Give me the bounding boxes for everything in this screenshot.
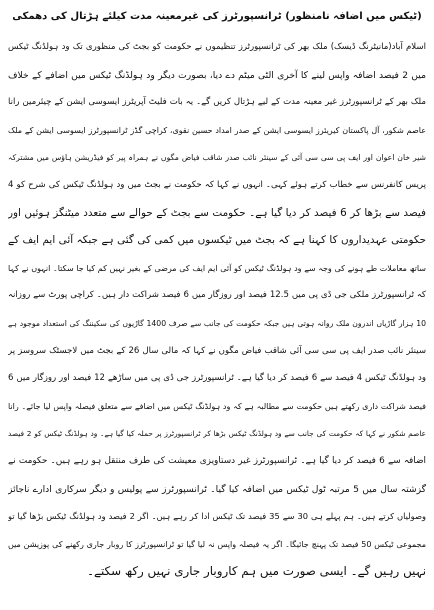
- article-line: ملک بھر کے ٹرانسپورٹرز غیر معینہ مدت کے لیے ہڑتال کریں گے۔ یہ بات فلیٹ آپریٹرز ایسوسی ایشن کے چیئرمین رانا: [8, 97, 426, 108]
- article-line: فیصد شراکت داری رکھتے ہیں حکومت سے مطالبہ ہے کہ ود ہولڈنگ ٹیکس میں اضافے سے متعلق فیصلہ واپس لیا جائے۔ رانا: [8, 401, 426, 411]
- article-line: ود ہولڈنگ ٹیکس 4 فیصد سے 6 فیصد کر دیا گیا ہے۔ ٹرانسپورٹرز جی ڈی پی میں ساڑھے 12 فیصد اور روزگار میں 6: [8, 373, 426, 384]
- article-line: حکومتی عہدیداروں کا کہنا ہے کہ بجٹ میں ٹیکسوں میں کمی کی گئی ہے جبکہ آئی ایم ایف کے: [8, 234, 426, 247]
- article-line: سینئر نائب صدر ایف پی سی سی آئی شاقب فیاض مگوں نے کہا کہ مالی سال 26 کے بجٹ میں لاجسٹک سروسز پر: [8, 345, 426, 356]
- article-line: 10 ہزار گاڑیاں اندرون ملک روانہ ہوتی ہیں جبکہ حکومت کی جانب سے صرف 1400 گاڑیوں کی سکیننگ کی استعداد موجود ہے: [8, 318, 426, 328]
- article-line: مجموعی ٹیکس 50 فیصد تک پہنچ جائیگا۔ اگر یہ فیصلہ واپس نہ لیا گیا تو ٹرانسپورٹرز کا روبار جاری رکھنے کی پوزیشن میں: [8, 539, 426, 549]
- article-line: پریس کانفرنس سے خطاب کرتے ہوئے کہی۔ انہوں نے کہا کہ حکومت نے بجٹ میں ود ہولڈنگ ٹیکس کی شرح کو 4: [8, 179, 426, 190]
- article-line: نہیں رہیں گے۔ ایسی صورت میں ہم کاروبار جاری نہیں رکھ سکتے۔: [87, 564, 426, 579]
- article-line: عاصم شکور نے کہا کہ حکومت کی جانب سے ود ہولڈنگ ٹیکس بڑھا کر ٹرانسپورٹرز پر حملہ کیا گیا ہے۔ ود ہولڈنگ ٹیکس کو 2 فیصد: [8, 429, 426, 439]
- article-line: عاصم شکور، آل پاکستان کیریئرز ایسوسی ایشن کے صدر امداد حسین نقوی، کراچی گڈز ٹرانسپورٹرز ایسوسی ایشن کے ملک: [8, 125, 426, 135]
- article-line: شیر خان اعوان اور ایف پی سی سی آئی کے سینئر نائب صدر شاقب فیاض مگوں نے ہمراہ پیر کو فیڈریشن ہاؤس میں مشترکہ: [8, 153, 426, 163]
- article-body: [8, 34, 426, 586]
- article-line: وصولیاں کرتے ہیں۔ ہم پہلے ہی 30 سے 35 فیصد تک ٹیکس ادا کر رہے ہیں۔ اگر 2 فیصد ود ہولڈنگ ٹیکس بڑھا گیا تو: [8, 511, 426, 522]
- article-line: فیصد سے بڑھا کر 6 فیصد کر دیا گیا ہے۔ حکومت سے بجٹ کے حوالے سے متعدد میٹنگز ہوئیں اور: [8, 206, 426, 219]
- article-line: اضافہ سے 6 فیصد کر دیا گیا ہے۔ ٹرانسپورٹرز غیر دستاویزی معیشت کی طرف منتقل ہو رہے ہیں۔ حکومت نے: [8, 455, 426, 466]
- article-line: میں 2 فیصد اضافہ واپس لینے کا آخری الٹی میٹم دے دیا، بصورت دیگر ود ہولڈنگ ٹیکس میں اضافے کے خلاف: [8, 69, 426, 81]
- article-line: ساتھ معاملات طے ہونے کی وجہ سے ود ہولڈنگ ٹیکس کو آئی ایم ایف کی مرضی کے بغیر نہیں کم کیا جا سکتا۔ انہوں نے کہا: [8, 263, 426, 273]
- article-line: اسلام آباد(مانیٹرنگ ڈیسک) ملک بھر کی ٹرانسپورٹرز تنظیموں نے حکومت کو بجٹ کی منظوری تک ود ہولڈنگ ٹیکس: [8, 42, 426, 52]
- article-headline: (ٹیکس میں اضافہ نامنظور) ٹرانسپورٹرز کی غیرمعینہ مدت کیلئے ہڑتال کی دھمکی: [12, 11, 422, 22]
- article-line: گزشتہ سال میں 5 مرتبہ ٹول ٹیکس میں اضافہ کیا گیا۔ ٹرانسپورٹرز سے پولیس و دیگر سرکاری ادارے ناجائز: [8, 483, 426, 495]
- article-line: کہ ٹرانسپورٹرز ملکی جی ڈی پی میں 12.5 فیصد اور روزگار میں 6 فیصد شراکت دار ہیں۔ کراچی پورٹ سے روزانہ: [8, 290, 426, 301]
